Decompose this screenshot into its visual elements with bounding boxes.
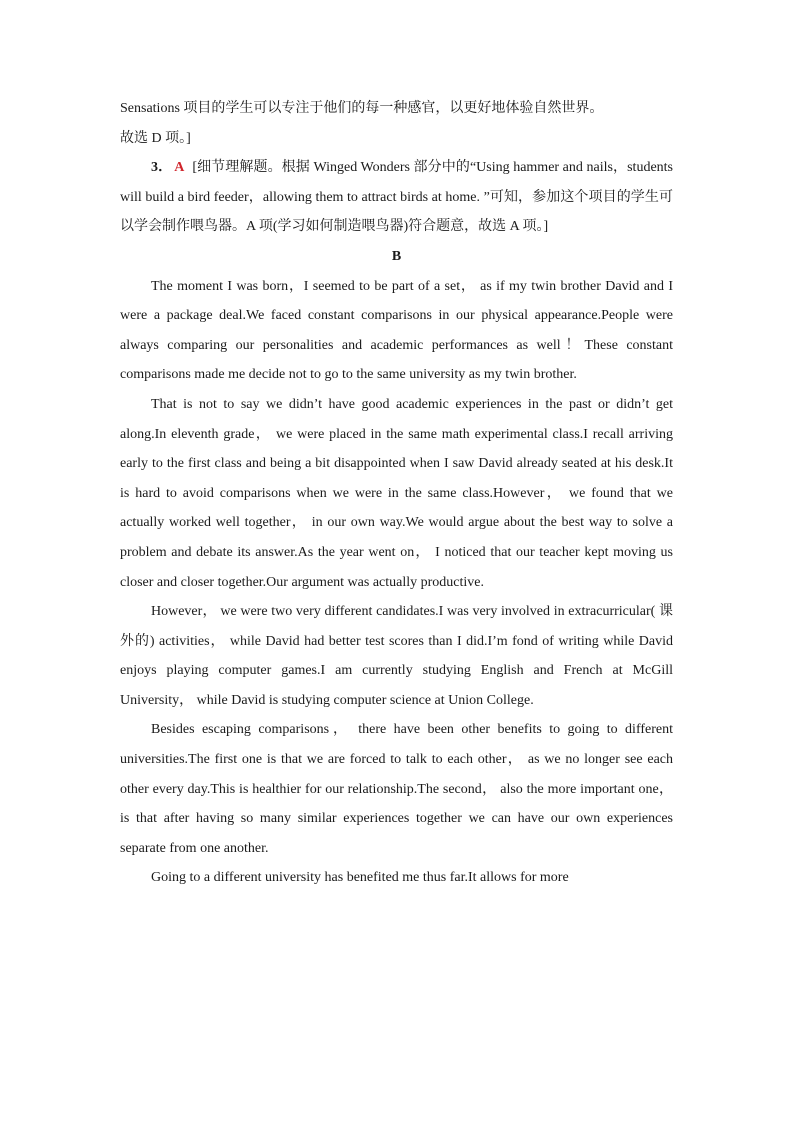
passage-paragraph-2: That is not to say we didn’t have good academic experiences in the past or didn’t get along.In eleventh grade， we were placed in the same math experimental class.I recall arriving early to the first class and being a bit disappointed when I saw David already seated at his desk.It is hard to avoid comparisons when we were in the same class.However， we found that we actually worked well together， in our own way.We would argue about the best way to solve a problem and debate its answer.As the year went on， I noticed that our teacher kept moving us closer and closer together.Our argument was actually productive. — [120, 396, 673, 590]
question-number: 3． — [151, 160, 173, 176]
answer-letter: A — [174, 160, 185, 176]
passage-paragraph-5: Going to a different university has benefited me thus far.It allows for more — [151, 870, 569, 886]
passage-paragraph-3: However， we were two very different candidates.I was very involved in extracurricular( 课外的) activities， while David had better test scores than I did.I’m fond of writing while David enjoys playing computer games.I am currently studying English and French at McGill University， while David is studying computer science at Union College. — [120, 604, 673, 708]
passage-paragraph-1: The moment I was born，I seemed to be part of a set， as if my twin brother David and I were a package deal.We faced constant comparisons in our physical appearance.People were always comparing our personalities and academic performances as well！These constant comparisons made me decide not to go to the same university as my twin brother. — [120, 278, 673, 383]
passage-paragraph-4: Besides escaping comparisons， there have been other benefits to going to different universities.The first one is that we are forced to talk to each other， as we no longer see each other every day.This is healthier for our relationship.The second， also the more important one， is that after having so many similar experiences together we can have our own experiences separate from one another. — [120, 722, 673, 856]
document-page — [120, 94, 673, 893]
previous-explanation-line-2: 故选 D 项。] — [120, 130, 191, 146]
question-3-explanation — [120, 153, 673, 242]
section-heading: B — [391, 248, 402, 264]
previous-explanation-line-1: Sensations 项目的学生可以专注于他们的每一种感官，以更好地体验自然世界。 — [120, 101, 604, 116]
explanation-text: [细节理解题。根据 Winged Wonders 部分中的“Using hammer and nails，students will build a bird feeder，allowing them to attract birds at home. ”可知，参加这个项目的学生可以学会制作喂鸟器。A 项(学习如何制造喂鸟器)符合题意，故选 A 项。] — [120, 160, 673, 235]
